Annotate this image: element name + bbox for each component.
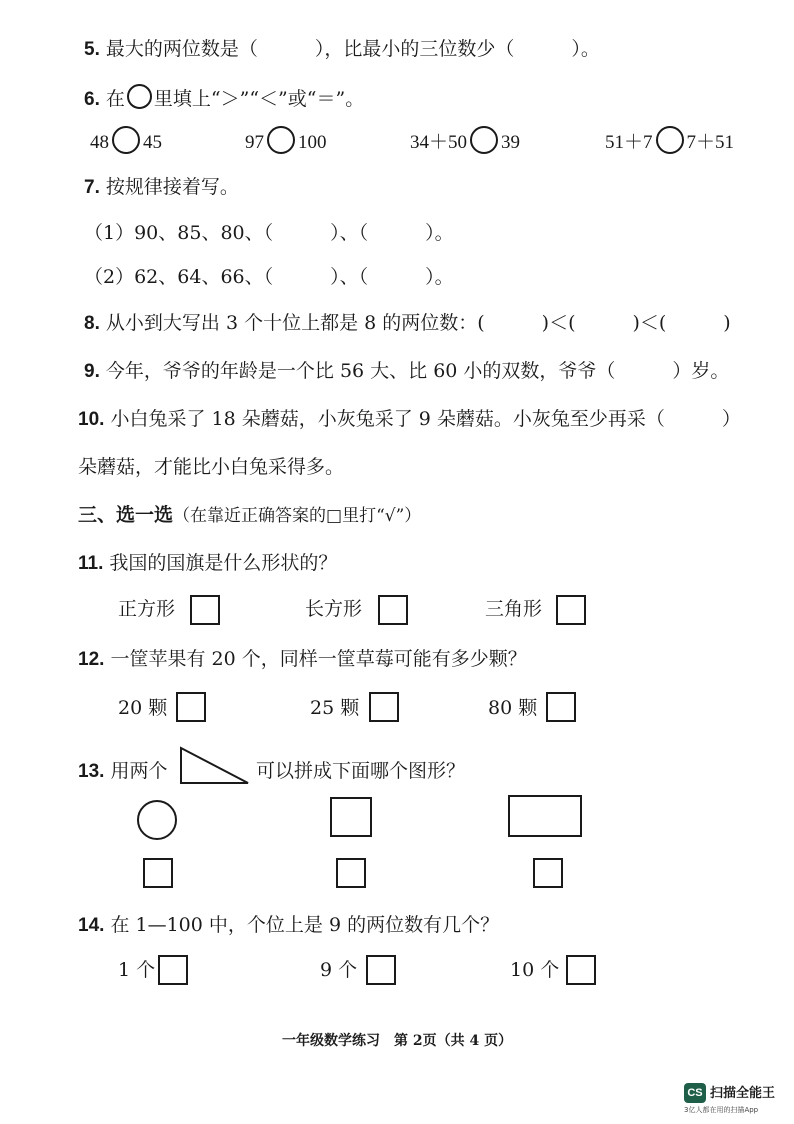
question-text: 最大的两位数是（ ），比最小的三位数少（ ）。: [105, 38, 600, 60]
comparison-item: [605, 126, 734, 156]
question-text-pre: 用两个: [110, 760, 168, 782]
question-number: 6.: [84, 89, 100, 110]
option-label: 80 颗: [488, 697, 538, 719]
option-label: 1 个: [118, 959, 156, 981]
question-text-post: 里填上“＞”“＜”或“＝”。: [153, 88, 365, 110]
question-14: [78, 912, 499, 939]
question-text: 小白兔采了 18 朵蘑菇，小灰兔采了 9 朵蘑菇。小灰兔至少再采（ ）: [110, 408, 741, 430]
option-label: 三角形: [485, 598, 543, 620]
question-8: [84, 310, 731, 337]
question-10-line-2: 朵蘑菇，才能比小白兔采得多。: [78, 456, 345, 478]
question-number: 5.: [84, 39, 100, 60]
question-number: 14.: [78, 915, 105, 936]
comparison-right: 39: [501, 132, 521, 153]
question-number: 9.: [84, 361, 100, 382]
comparison-right: 7＋51: [686, 132, 735, 153]
rectangle-shape-icon: [508, 795, 582, 837]
comparison-left: 51＋7: [605, 132, 653, 153]
watermark-title: 扫描全能王: [710, 1086, 776, 1101]
compare-circle-input[interactable]: [112, 126, 140, 154]
question-number: 11.: [78, 553, 104, 574]
watermark-subtitle: 3亿人都在用的扫描App: [684, 1106, 759, 1114]
option-label: 20 颗: [118, 697, 168, 719]
answer-checkbox[interactable]: [158, 955, 188, 985]
question-7-sub-2: （2）62、64、66、（ ）、（ ）。: [84, 266, 454, 288]
answer-checkbox[interactable]: [190, 595, 220, 625]
question-number: 7.: [84, 177, 100, 198]
question-text: 按规律接着写。: [105, 176, 239, 198]
circle-icon: [127, 84, 152, 109]
section-heading: [78, 502, 421, 529]
answer-checkbox[interactable]: [378, 595, 408, 625]
circle-shape-icon: [137, 800, 177, 840]
option-label: 9 个: [320, 959, 358, 981]
answer-checkbox[interactable]: [556, 595, 586, 625]
compare-circle-input[interactable]: [656, 126, 684, 154]
question-7: [84, 174, 239, 201]
comparison-item: [245, 126, 327, 156]
option-label: 长方形: [305, 598, 363, 620]
option-label: 10 个: [510, 959, 560, 981]
comparison-right: 100: [298, 132, 327, 153]
question-6: [84, 84, 364, 113]
compare-circle-input[interactable]: [470, 126, 498, 154]
comparison-item: [90, 126, 162, 156]
section-note: （在靠近正确答案的□里打“√”）: [173, 506, 422, 526]
question-12: [78, 646, 527, 673]
comparison-left: 34＋50: [410, 132, 468, 153]
comparison-left: 97: [245, 132, 264, 153]
question-13-text-post: 可以拼成下面哪个图形？: [256, 760, 466, 782]
question-9: [84, 358, 729, 385]
comparison-right: 45: [143, 132, 162, 153]
question-number: 13.: [78, 761, 105, 782]
comparison-item: [410, 126, 520, 156]
option-label: 25 颗: [310, 697, 360, 719]
answer-checkbox[interactable]: [369, 692, 399, 722]
compare-circle-input[interactable]: [267, 126, 295, 154]
question-text-pre: 在: [105, 88, 125, 110]
question-text: 今年，爷爷的年龄是一个比 56 大、比 60 小的双数，爷爷（ ）岁。: [105, 360, 730, 382]
answer-checkbox[interactable]: [336, 858, 366, 888]
question-13: [78, 758, 167, 785]
comparison-left: 48: [90, 132, 109, 153]
question-text: 在 1—100 中，个位上是 9 的两位数有几个？: [110, 914, 500, 936]
question-5: [84, 36, 600, 63]
answer-checkbox[interactable]: [533, 858, 563, 888]
right-triangle-icon: [178, 745, 252, 787]
page-footer: 一年级数学练习 第 2页（共 4 页）: [282, 1033, 513, 1049]
scanner-logo-icon: CS: [684, 1083, 706, 1103]
option-label: 正方形: [118, 598, 176, 620]
question-text: 我国的国旗是什么形状的？: [109, 552, 338, 574]
question-number: 8.: [84, 313, 100, 334]
answer-checkbox[interactable]: [366, 955, 396, 985]
question-11: [78, 550, 337, 577]
answer-checkbox[interactable]: [566, 955, 596, 985]
answer-checkbox[interactable]: [143, 858, 173, 888]
section-title: 三、选一选: [78, 504, 174, 526]
question-text: 从小到大写出 3 个十位上都是 8 的两位数：( )＜( )＜( ): [105, 312, 731, 334]
answer-checkbox[interactable]: [546, 692, 576, 722]
question-7-sub-1: （1）90、85、80、（ ）、（ ）。: [84, 222, 454, 244]
answer-checkbox[interactable]: [176, 692, 206, 722]
question-text: 一筐苹果有 20 个，同样一筐草莓可能有多少颗？: [110, 648, 527, 670]
question-number: 10.: [78, 409, 105, 430]
question-10: [78, 406, 741, 433]
square-shape-icon: [330, 797, 372, 837]
question-number: 12.: [78, 649, 105, 670]
